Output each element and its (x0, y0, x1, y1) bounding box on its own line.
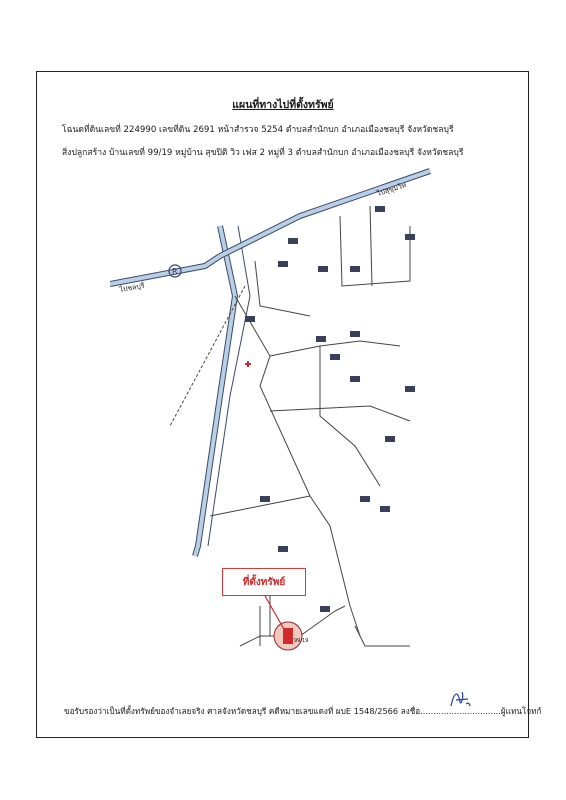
property-pointer (265, 596, 285, 631)
road-label-left: ไปชลบุรี (118, 281, 146, 294)
hospital-cross-icon (245, 361, 251, 367)
road-label-top: ไปสุขุมวิท (376, 180, 408, 198)
title-deed-line: โฉนดที่ดินเลขที่ 224990 เลขที่ดิน 2691 หน้าสำรวจ 5254 ตำบลสำนักบก อำเภอเมืองชลบุรี จังหวัดชลบุรี (62, 125, 454, 135)
svg-text:R: R (172, 267, 178, 276)
document-title: แผนที่ทางไปที่ตั้งทรัพย์ (232, 99, 334, 111)
building-address-line: สิ่งปลูกสร้าง บ้านเลขที่ 99/19 หมู่บ้าน สุขปิติ วิว เฟส 2 หมู่ที่ 3 ตำบลสำนักบก อำเภอเมืองชลบุรี จังหวัดชลบุรี (62, 148, 464, 158)
property-label: ที่ตั้งทรัพย์ (222, 568, 306, 596)
signature (448, 688, 472, 710)
certification-statement: ขอรับรองว่าเป็นที่ตั้งทรัพย์ของจำเลยจริง ศาลจังหวัดชลบุรี คดีหมายเลขแดงที่ ผบE 1548/2566 ลงชื่อ...............................ผู้แทนโจทก์ (64, 706, 542, 716)
house-number-label: 99/19 (294, 638, 309, 644)
